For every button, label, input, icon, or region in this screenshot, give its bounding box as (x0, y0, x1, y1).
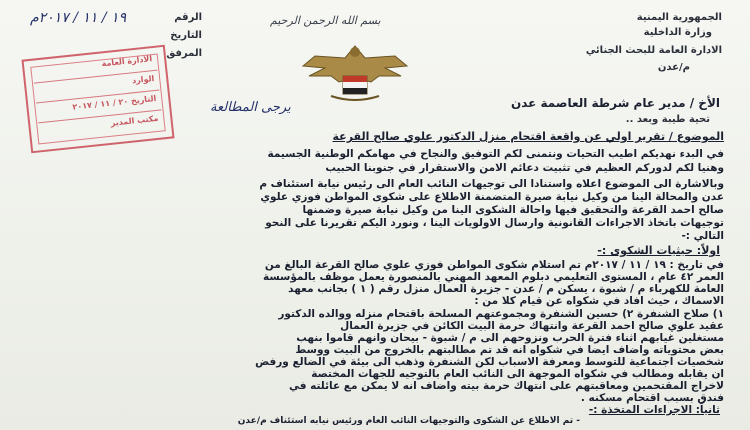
header-number-label: الرقم (174, 12, 202, 23)
addressee: الأخ / مدير عام شرطة العاصمة عدن (510, 96, 720, 110)
intro-line: صالح احمد القرعة والتحقيق فيها واحالة الشكوى الينا من وكيل نيابة صيرة وضمنها (302, 204, 724, 216)
intro-line: التالي :- (681, 230, 724, 242)
complaint-line: العمر ٤٢ عام ، المستوى التعليمي دبلوم المعهد المهني بالمنصورة يعمل موظف بالمؤسسة (262, 271, 724, 283)
header-ministry: وزارة الداخلية (643, 27, 712, 38)
intro-line: وبالاشارة الى الموضوع اعلاه واستنادا الى توجيهات النائب العام الى رئيس نيابة استئناف م (259, 178, 724, 190)
complaint-line: بعض محتوياته واضاف ايضا في شكواه انه قد تم مطالبتهم بالخروج من البيت ووسط (295, 344, 724, 356)
complaint-line: شخصيات اجتماعية للتوسط ومعرفة الاسباب لكن الشنفرة وذهب الى بيئة في الضالع ورفض (255, 356, 724, 368)
intro-line: عدن والمحالة الينا من وكيل نيابة صيرة المتضمنة الاطلاع على شكوى المواطن فوزي علوي (260, 191, 724, 203)
eagle-emblem-icon (295, 38, 415, 108)
complaint-line: عقيد علوي صالح احمد القرعة وانتهاك حرمة البيت الكائن في جزيرة العمال (340, 320, 724, 332)
stamp-line-2: الوارد (131, 74, 155, 86)
intro-line: وهنيا لكم لدوركم العظيم في تثبيت دعائم الامن والاستقرار في جنوبنا الحبيب (325, 162, 724, 174)
subject-line: الموضوع / تقرير اولي عن واقعة اقتحام منزل الدكتور علوي صالح القرعة (332, 130, 724, 143)
complaint-line: ان يقابله ومطالب في شكواه الموجهة الى النائب العام بالتوجيه للجهات المختصة (311, 368, 724, 380)
complaint-line: في تاريخ : ١٩ / ١١ / ٢٠١٧م تم استلام شكوى المواطن فوزي علوي صالح القرعة البالغ من (264, 259, 724, 271)
complaint-line: لاخراج المقتحمين ومعاقبتهم على انتهاك حرمة بيته واضاف انه لا يمكن مع عائلته في (289, 380, 724, 392)
intro-line: توجيهات باتخاذ الاجراءات القانونية وارسال الاولويات الينا ، ونورد اليكم تقريرنا على النحو (265, 217, 724, 229)
complaint-line: ١) صلاح الشنفرة ٢) حسين الشنفرة ومجموعتهم المسلحة باقتحام منزله ووالده الدكتور (278, 308, 724, 320)
header-republic: الجمهورية اليمنية (636, 12, 722, 23)
header-attachments-label: المرفق (166, 48, 202, 59)
received-stamp (21, 45, 174, 154)
section-title-complaint: اولاً: حيثيات الشكوى :- (597, 244, 720, 257)
stamp-line-3: التاريخ ٢٠ / ١١ / ٢٠١٧ (71, 93, 157, 112)
complaint-line: العامة للكهرباء م / شبوة ، يسكن م / عدن - جزيرة العمال منزل رقم ( ١ ) بجانب معهد (288, 283, 724, 295)
basmala: بسم الله الرحمن الرحيم (270, 14, 381, 27)
header-city: م/عدن (657, 62, 690, 73)
handwritten-date: ١٩ / ١١ / ٢٠١٧م (30, 10, 127, 26)
header-date-label: التاريخ (170, 30, 202, 41)
stamp-line-1: الادارة العامة (101, 54, 153, 69)
handwritten-note: يرجى المطالعة (210, 100, 291, 115)
action-line: - تم الاطلاع عن الشكوى والتوجيهات النائب العام ورئيس نيابه استئناف م/عدن (237, 416, 580, 426)
section-title-actions: ثانياً: الاجراءات المتخذة :- (588, 404, 720, 416)
complaint-line: مستغلين غيابهم اثناء فترة الحرب ونزوحهم الى م / شبوة - بيحان وانهم قاموا بنهب (296, 332, 724, 344)
greeting: تحية طيبة وبعد .. (625, 114, 710, 125)
complaint-line: فندق بسبب اقتحام مسكنه . (580, 392, 724, 404)
intro-line: في البدء نهديكم اطيب التحيات ونتمنى لكم التوفيق والنجاح في مهامكم الوطنية الجسيمة (267, 148, 724, 160)
complaint-line: الاسماك ، حيث افاد في شكواه عن قيام كلا من : (474, 295, 724, 307)
stamp-line-4: مكتب المدير (110, 113, 159, 128)
header-department: الادارة العامة للبحث الجنائي (585, 45, 722, 56)
